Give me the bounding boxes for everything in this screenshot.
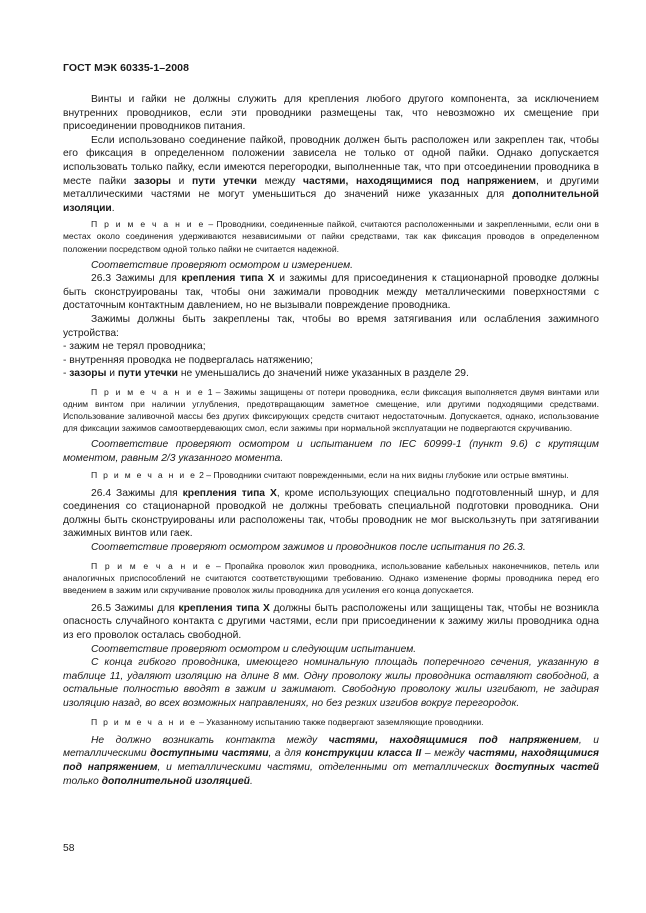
clause-26-3: 26.3 Зажимы для крепления типа X и зажимы для присоединения к стационарной проводке должны быть сконструированы так, чтобы они зажимали проводник между металлическими поверхностями с достаточным контактным давлением, но не вызывали повреждение проводника.	[63, 273, 599, 312]
list-item-1: - зажим не терял проводника;	[63, 341, 206, 353]
paragraph-screws: Винты и гайки не должны служить для крепления любого другого компонента, за исключением внутренних проводников, если эти проводники размещены так, что невозможно их смещение при присоединении проводников питания.	[63, 94, 599, 133]
test-criterion: Не должно возникать контакта между частями, находящимися под напряжением, и металлическими доступными частями, а для конструкции класса II – между частями, находящимися под напряжением, и металлическими частями, отделенными от металлических доступных частей только дополнительной изоляцией.	[63, 734, 600, 787]
note-2-damaged: П р и м е ч а н и е 2 – Проводники считают поврежденными, если на них видны глубокие или острые вмятины.	[91, 469, 569, 480]
compliance-torque-test: Соответствие проверяют осмотром и испытанием по IEC 60999-1 (пункт 9.6) с крутящим моментом, равным 2/3 указанного момента.	[63, 439, 599, 464]
paragraph-soldering: Если использовано соединение пайкой, проводник должен быть расположен или закреплен так, чтобы его фиксация в определенном положении зависела не только от одной пайки. Однако допускается использовать только пайку, если имеются перегородки, выполненные так, что при отсоединении проводника в месте пайки зазоры и пути утечки между частями, находящимися под напряжением, и другими металлическими частями не могут уменьшиться до значений ниже указанных для дополнительной изоляции.	[63, 134, 599, 214]
test-procedure: С конца гибкого проводника, имеющего номинальную площадь поперечного сечения, указанную в таблице 11, удаляют изоляцию на длине 8 мм. Одну проволоку жилы проводника оставляют свободной, а остальные полностью вводят в зажим и зажимают. Свободную проволоку жилы изгибают, не задирая изоляцию назад, во всех возможных направлениях, но без резких изгибов вокруг перегородок.	[63, 657, 599, 710]
page-number: 58	[63, 843, 75, 854]
paragraph-terminals-fixed: Зажимы должны быть закреплены так, чтобы во время затягивания или ослабления зажимного устройства:	[63, 314, 599, 339]
compliance-inspection-measurement: Соответствие проверяют осмотром и измерением.	[91, 259, 354, 271]
note-soldering-strands: П р и м е ч а н и е – Пропайка проволок жил проводника, использование кабельных наконечников, петель или аналогичных приспособлений не считаются соответствующими требованию. Однако изменение формы проводника перед его введением в зажим или скручивание проволок жилы проводника для усиления его конца допускается.	[63, 560, 599, 595]
note-earthing: П р и м е ч а н и е – Указанному испытанию также подвергают заземляющие проводники.	[91, 716, 484, 727]
list-item-3: - зазоры и пути утечки не уменьшались до значений ниже указанных в разделе 29.	[63, 368, 469, 380]
note-label: П р и м е ч а н и е	[91, 219, 206, 230]
term-supplementary-insulation: дополнительной изоляции	[63, 189, 599, 214]
term-creepage: пути утечки	[192, 175, 257, 187]
note-1-terminals: П р и м е ч а н и е 1 – Зажимы защищены от потери проводника, если фиксация выполняется двумя винтами или одним винтом при наличии углубления, предотвращающим заметное смещение, или другими подходящими средствами. Использование заливочной массы без других фиксирующих средств считают недостаточным. Допускается, однако, использование для фиксации зажимов самоотвердевающих смол, если зажимы при нормальной эксплуатации не подвергаются скручиванию.	[63, 386, 599, 434]
compliance-after-26-3: Соответствие проверяют осмотром зажимов и проводников после испытания по 26.3.	[91, 542, 526, 553]
clause-26-4: 26.4 Зажимы для крепления типа X, кроме использующих специально подготовленный шнур, и для соединения со стационарной проводкой не должны требовать специальной подготовки проводника. Они должны быть сконструированы или расположены так, чтобы проводник не мог выскользнуть при затягивании зажимных винтов или гаек.	[63, 487, 600, 540]
term-clearances: зазоры	[133, 175, 171, 187]
term-live-parts: частями, находящимися под напряжением	[303, 175, 536, 187]
list-item-2: - внутренняя проводка не подвергалась натяжению;	[63, 354, 314, 366]
clause-26-5: 26.5 Зажимы для крепления типа X должны быть расположены или защищены так, чтобы не возникла опасность случайного контакта с другими частями, если при присоединении к зажиму жилы проводника одна из его проволок осталась свободной.	[63, 602, 599, 642]
document-body	[63, 93, 599, 788]
document-header: ГОСТ МЭК 60335-1–2008	[63, 62, 190, 74]
compliance-following-test: Соответствие проверяют осмотром и следующим испытанием.	[91, 643, 417, 655]
term-type-x: крепления типа X	[181, 273, 275, 285]
note-soldering: П р и м е ч а н и е – Проводники, соединенные пайкой, считаются расположенными и закрепленными, если они в местах около соединения удерживаются независимыми от пайки средствами, так как фиксация проводов в определенном положении посредством одной только пайки не считается надежной.	[63, 219, 599, 254]
